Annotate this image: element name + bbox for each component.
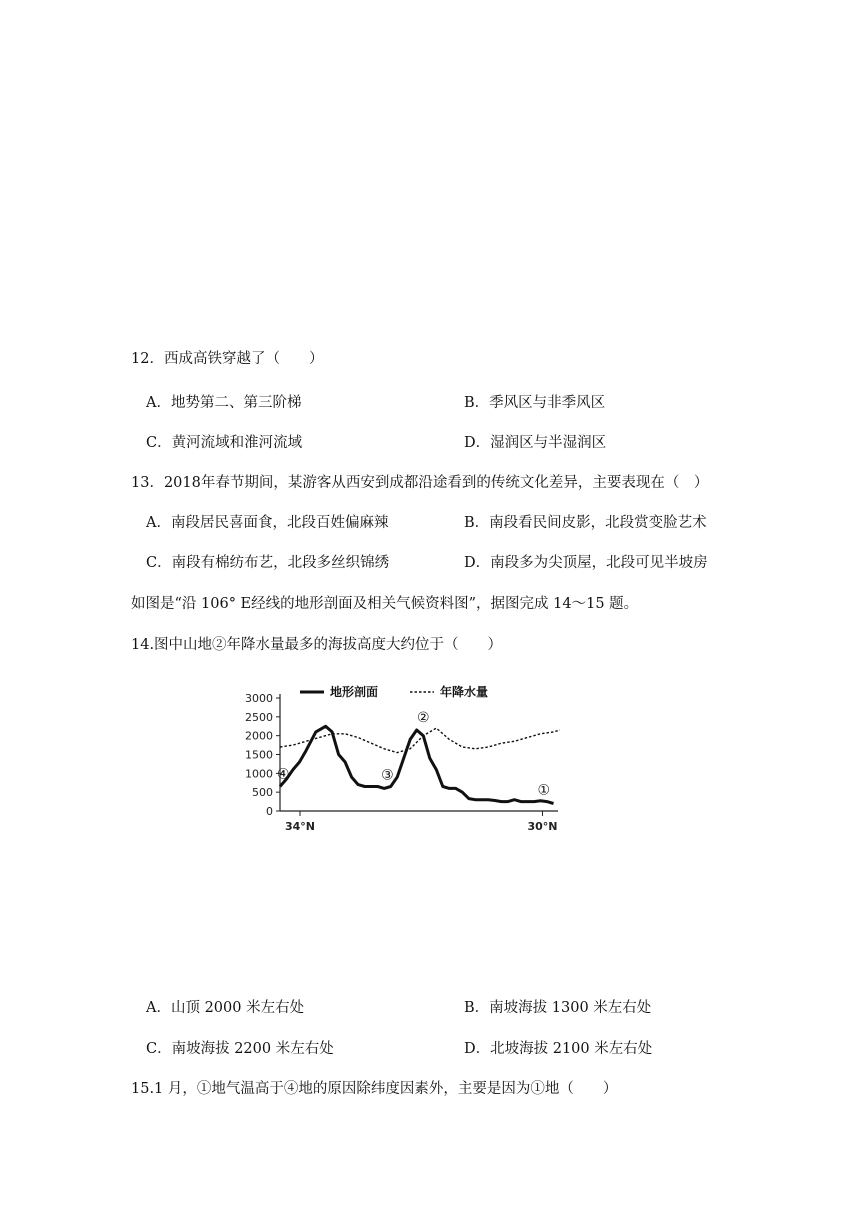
y-tick-label: 2000 (245, 729, 273, 743)
y-tick-label: 2500 (245, 710, 273, 724)
question-12-option-c: C．黄河流域和淮河流域 (146, 435, 303, 451)
question-13-option-d: D．南段多为尖顶屋，北段可见半坡房 (464, 555, 708, 571)
question-13-option-b: B．南段看民间皮影，北段赏变脸艺术 (464, 515, 707, 531)
question-14-stem: 14.图中山地②年降水量最多的海拔高度大约位于（ ） (131, 637, 503, 653)
question-15-stem: 15.1 月，①地气温高于④地的原因除纬度因素外，主要是因为①地（ ） (131, 1081, 618, 1097)
question-12-option-d: D．湿润区与半湿润区 (464, 435, 607, 451)
figure-intro-text: 如图是“沿 106° E经线的地形剖面及相关气候资料图”，据图完成 14～15 题。 (131, 596, 639, 612)
y-tick-label: 500 (252, 786, 273, 800)
question-12-stem: 12．西成高铁穿越了（ ） (131, 351, 324, 367)
y-tick-label: 3000 (245, 692, 273, 705)
y-tick-label: 1500 (245, 748, 273, 762)
x-tick-label: 34°N (284, 820, 316, 833)
question-13-stem: 13．2018年春节期间，某游客从西安到成都沿途看到的传统文化差异，主要表现在（ ） (131, 475, 709, 491)
question-14-option-d: D．北坡海拔 2100 米左右处 (464, 1041, 653, 1057)
y-tick-label: 1000 (245, 767, 273, 781)
question-14-option-a: A．山顶 2000 米左右处 (146, 1000, 305, 1016)
point-marker-2: ② (416, 710, 430, 727)
question-13-option-a: A．南段居民喜面食，北段百姓偏麻辣 (146, 515, 389, 531)
legend-label-2: 年降水量 (440, 685, 489, 699)
point-marker-1: ① (537, 782, 551, 799)
legend-label-1: 地形剖面 (330, 685, 379, 699)
terrain-profile-line (280, 726, 554, 803)
y-tick-label: 0 (266, 805, 273, 818)
question-14-option-b: B．南坡海拔 1300 米左右处 (464, 1000, 652, 1016)
terrain-profile-chart (240, 678, 560, 838)
question-13-option-c: C．南段有棉纺布艺，北段多丝织锦绣 (146, 555, 390, 571)
question-14-option-c: C．南坡海拔 2200 米左右处 (146, 1041, 334, 1057)
question-12-option-b: B．季风区与非季风区 (464, 395, 606, 411)
question-12-option-a: A．地势第二、第三阶梯 (146, 395, 302, 411)
x-tick-label: 30°N (527, 820, 558, 833)
point-marker-3: ③ (381, 767, 394, 784)
point-marker-4: ④ (276, 766, 290, 783)
